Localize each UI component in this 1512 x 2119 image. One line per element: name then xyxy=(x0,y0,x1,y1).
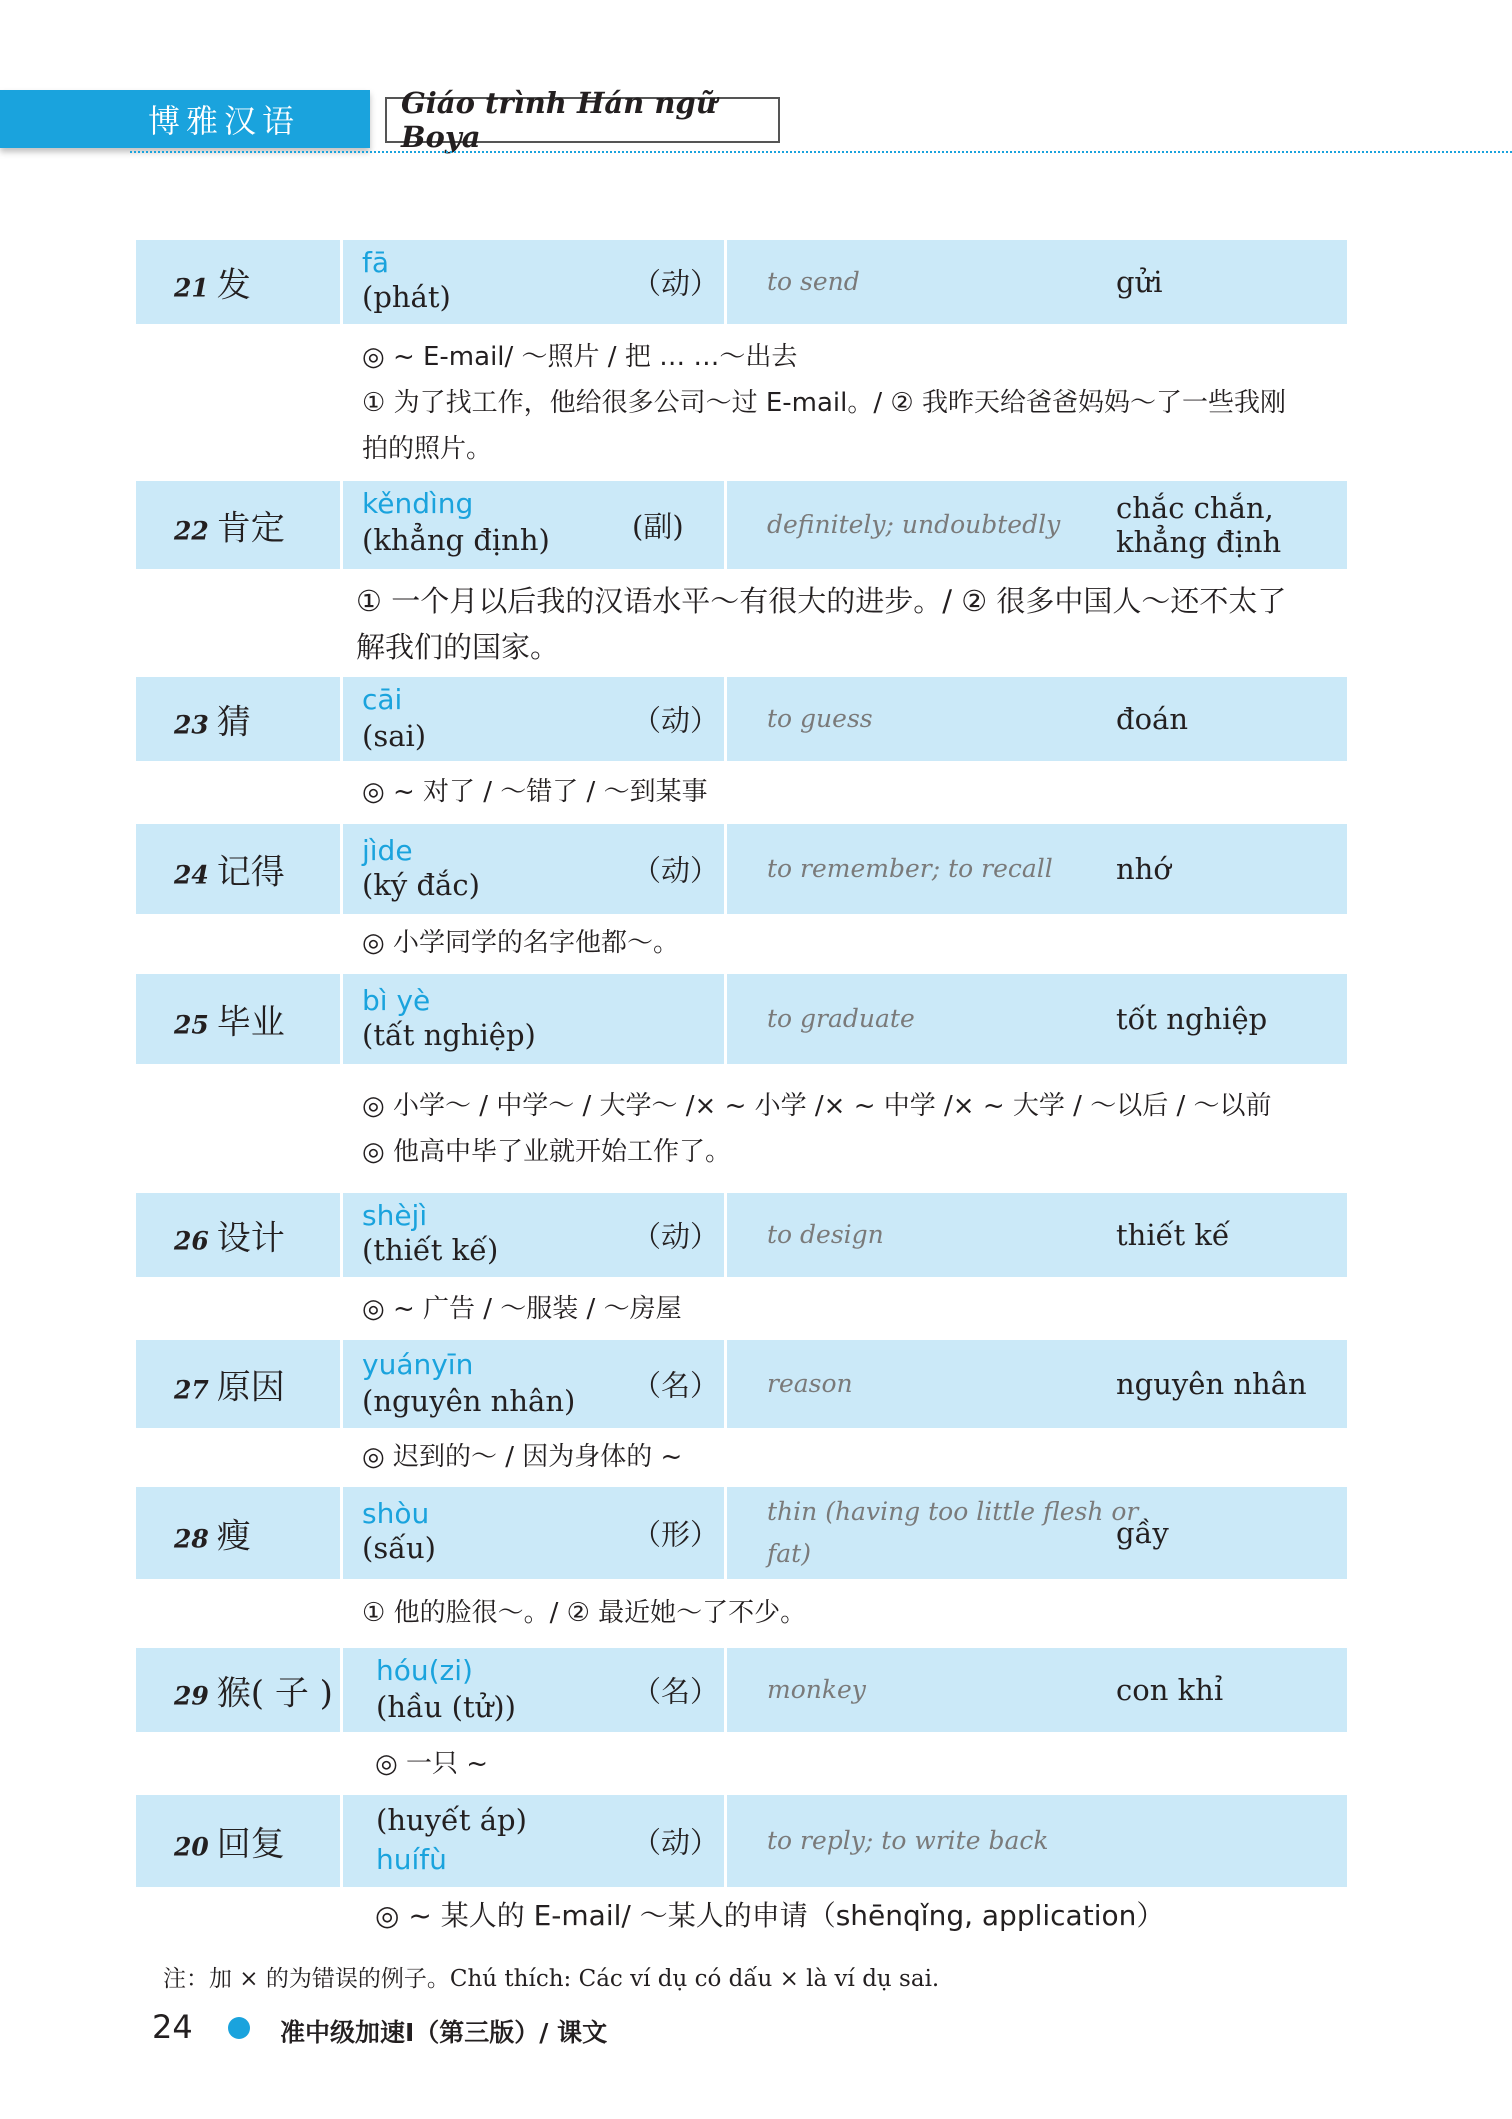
entry-vietnamese: nguyên nhân xyxy=(1116,1367,1307,1401)
entry-pinyin: shòu xyxy=(362,1497,430,1530)
example-block-24 xyxy=(362,920,1347,966)
entry-part-of-speech: (副) xyxy=(632,509,684,544)
entry-number: 27 原因 xyxy=(174,1367,285,1408)
entry-number: 24 记得 xyxy=(174,852,285,893)
entry-english: to guess xyxy=(767,704,873,733)
vocab-entry-29 xyxy=(136,1648,1347,1732)
example-block-25 xyxy=(362,1083,1347,1175)
entry-hanviet: (sai) xyxy=(362,719,427,753)
example-block-23 xyxy=(362,769,1347,815)
entry-number: 22 肯定 xyxy=(174,508,285,549)
entry-part-of-speech: （形） xyxy=(632,1517,720,1552)
entry-vietnamese: chắc chắn, khẳng định xyxy=(1116,491,1282,559)
entry-english: definitely; undoubtedly xyxy=(767,510,1061,539)
entry-hanzi: 发 xyxy=(216,265,251,306)
entry-hanzi: 回复 xyxy=(216,1824,285,1865)
example-line: ◎ 小学同学的名字他都～。 xyxy=(362,928,679,958)
entry-part-of-speech: （动） xyxy=(632,1219,720,1254)
series-title-tab xyxy=(0,90,370,148)
example-line: ◎ 一只 ~ xyxy=(375,1749,489,1779)
example-block-29 xyxy=(375,1741,1360,1787)
vocab-entry-22 xyxy=(136,481,1347,569)
page-number: 24 xyxy=(152,2008,193,2046)
example-line: ◎ 小学～ / 中学～ / 大学～ /× ~ 小学 /× ~ 中学 /× ~ 大学 / ～以后 / ～以前 xyxy=(362,1091,1272,1121)
header-divider xyxy=(130,151,1512,153)
entry-vietnamese: đoán xyxy=(1116,702,1188,736)
entry-hanzi: 设计 xyxy=(216,1218,285,1259)
vocab-entry-21 xyxy=(136,240,1347,324)
vocab-entry-25 xyxy=(136,974,1347,1064)
entry-hanviet: (tất nghiệp) xyxy=(362,1018,536,1052)
example-line: ① 他的脸很～。/ ② 最近她～了不少。 xyxy=(362,1598,807,1628)
entry-hanzi: 猜 xyxy=(216,702,251,743)
entry-pinyin: huífù xyxy=(376,1843,447,1876)
entry-english: to reply; to write back xyxy=(767,1826,1049,1855)
entry-english: to remember; to recall xyxy=(767,854,1053,883)
entry-hanviet: (hầu (tử)) xyxy=(376,1690,516,1724)
entry-pinyin: cāi xyxy=(362,683,403,716)
series-title: 博雅汉语 xyxy=(148,102,301,140)
entry-hanviet: (thiết kế) xyxy=(362,1233,499,1267)
entry-vietnamese: nhớ xyxy=(1116,852,1171,886)
example-line: ◎ ~ 某人的 E-mail/ ～某人的申请（shēnqǐng, application） xyxy=(375,1899,1165,1932)
example-block-22 xyxy=(356,578,1341,670)
vocab-entry-24 xyxy=(136,824,1347,914)
entry-number: 29 猴( 子 ) xyxy=(174,1673,333,1714)
example-line: ◎ ~ E-mail/ ～照片 / 把 … …～出去 xyxy=(362,342,798,372)
example-block-27 xyxy=(362,1434,1347,1480)
entry-hanviet: (nguyên nhân) xyxy=(362,1384,576,1418)
entry-hanzi: 肯定 xyxy=(216,508,285,549)
entry-pinyin: kěndìng xyxy=(362,487,474,520)
entry-hanzi: 记得 xyxy=(216,852,285,893)
example-line: ◎ ~ 广告 / ～服装 / ～房屋 xyxy=(362,1294,682,1324)
entry-pinyin: fā xyxy=(362,246,390,279)
entry-hanzi: 猴( 子 ) xyxy=(216,1673,333,1714)
vocab-entry-26 xyxy=(136,1193,1347,1277)
entry-part-of-speech: （名） xyxy=(632,1368,720,1403)
example-block-20 xyxy=(375,1893,1360,1939)
example-line: ◎ 他高中毕了业就开始工作了。 xyxy=(362,1137,731,1167)
book-title: Giáo trình Hán ngữ Boya xyxy=(401,86,717,154)
footnote: 注：加 × 的为错误的例子。Chú thích: Các ví dụ có dấu × là ví dụ sai. xyxy=(163,1966,940,1992)
entry-number: 25 毕业 xyxy=(174,1002,285,1043)
entry-vietnamese: gửi xyxy=(1116,265,1163,299)
bullet-dot-icon xyxy=(228,2017,250,2039)
example-line: ◎ ~ 对了 / ～错了 / ～到某事 xyxy=(362,777,708,807)
entry-hanzi: 毕业 xyxy=(216,1002,285,1043)
entry-hanviet: (sấu) xyxy=(362,1531,436,1565)
entry-hanviet: (khẳng định) xyxy=(362,523,550,557)
entry-pinyin: yuányīn xyxy=(362,1348,474,1381)
entry-part-of-speech: （名） xyxy=(632,1674,720,1709)
entry-hanviet: (ký đắc) xyxy=(362,868,480,902)
entry-english: monkey xyxy=(767,1675,866,1704)
entry-hanzi: 瘦 xyxy=(216,1516,251,1557)
entry-hanzi: 原因 xyxy=(216,1367,285,1408)
entry-vietnamese: gầy xyxy=(1116,1516,1169,1550)
vocab-entry-23 xyxy=(136,677,1347,761)
vocab-entry-20 xyxy=(136,1795,1347,1887)
entry-part-of-speech: （动） xyxy=(632,266,720,301)
entry-pinyin: shèjì xyxy=(362,1199,428,1232)
entry-vietnamese: tốt nghiệp xyxy=(1116,1002,1268,1036)
example-block-21 xyxy=(362,334,1347,472)
entry-vietnamese: con khỉ xyxy=(1116,1673,1224,1707)
footer-book-name: 准中级加速Ⅰ（第三版）/ 课文 xyxy=(280,2018,608,2047)
entry-english: thin (having too little flesh or fat) xyxy=(767,1497,1139,1568)
example-line: ① 一个月以后我的汉语水平～有很大的进步。/ ② 很多中国人～还不太了 xyxy=(356,584,1287,618)
entry-number: 21 发 xyxy=(174,265,251,306)
entry-vietnamese: thiết kế xyxy=(1116,1218,1230,1252)
entry-english: to graduate xyxy=(767,1004,915,1033)
example-line: ① 为了找工作，他给很多公司～过 E-mail。/ ② 我昨天给爸爸妈妈～了一些我刚 xyxy=(362,388,1286,418)
example-block-26 xyxy=(362,1286,1347,1332)
vocab-entry-27 xyxy=(136,1340,1347,1428)
book-title-box xyxy=(385,86,780,154)
entry-part-of-speech: （动） xyxy=(632,1825,720,1860)
entry-part-of-speech: （动） xyxy=(632,853,720,888)
entry-number: 26 设计 xyxy=(174,1218,285,1259)
entry-number: 20 回复 xyxy=(174,1824,285,1865)
example-line: 拍的照片。 xyxy=(362,434,493,464)
entry-pinyin: bì yè xyxy=(362,984,431,1017)
entry-number: 28 瘦 xyxy=(174,1516,251,1557)
example-line: 解我们的国家。 xyxy=(356,630,560,664)
entry-number: 23 猜 xyxy=(174,702,251,743)
entry-english: to design xyxy=(767,1220,884,1249)
entry-english: reason xyxy=(767,1369,853,1398)
entry-hanviet: (phát) xyxy=(362,280,451,314)
entry-part-of-speech: （动） xyxy=(632,703,720,738)
entry-english: to send xyxy=(767,267,860,296)
entry-pinyin: hóu(zi) xyxy=(376,1654,473,1687)
entry-hanviet: (huyết áp) xyxy=(376,1803,527,1837)
vocab-entry-28 xyxy=(136,1487,1347,1579)
entry-pinyin: jìde xyxy=(362,834,413,867)
example-block-28 xyxy=(362,1590,1347,1636)
example-line: ◎ 迟到的～ / 因为身体的 ~ xyxy=(362,1442,683,1472)
